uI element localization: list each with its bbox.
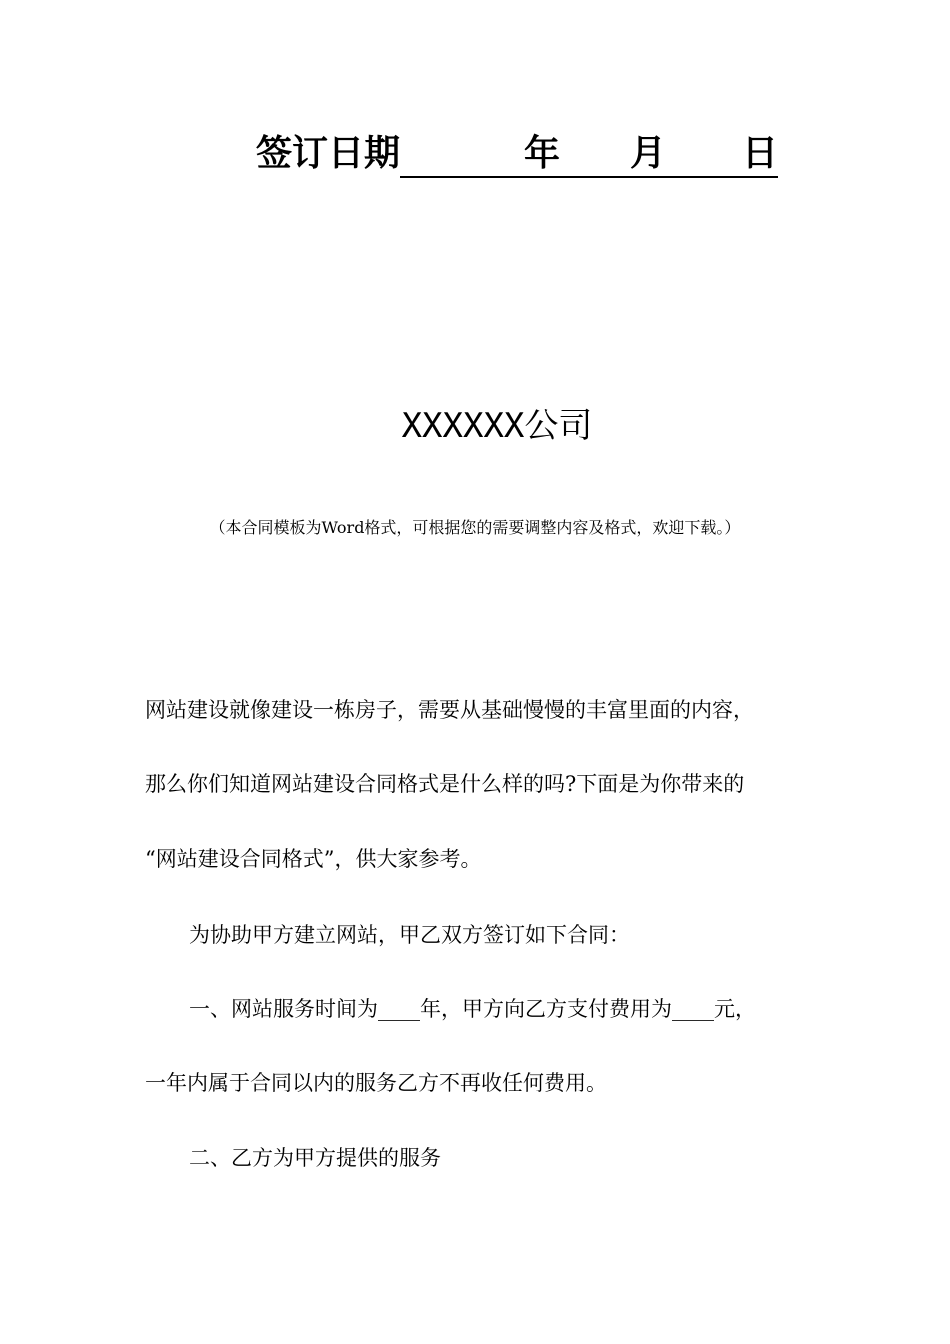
- body-paragraph-line-4: 为协助甲方建立网站，甲乙双方签订如下合同：: [189, 923, 630, 947]
- clause-1-line-1: 一、网站服务时间为____年，甲方向乙方支付费用为____元，: [189, 997, 756, 1021]
- company-name-placeholder: XXXXXX: [401, 406, 525, 446]
- signing-date-line: [256, 130, 778, 178]
- body-paragraph-line-1: 网站建设就像建设一栋房子，需要从基础慢慢的丰富里面的内容，: [145, 698, 754, 722]
- clause-2-heading: 二、乙方为甲方提供的服务: [189, 1146, 441, 1170]
- company-name-suffix: 公司: [524, 406, 593, 446]
- template-note: （本合同模板为Word格式，可根据您的需要调整内容及格式，欢迎下载。）: [209, 518, 741, 537]
- signing-date-blanks: [400, 134, 778, 178]
- company-name: [0, 404, 950, 448]
- year-label: 年: [524, 133, 561, 174]
- body-paragraph-line-3: “网站建设合同格式”，供大家参考。: [145, 847, 482, 871]
- body-paragraph-line-2: 那么你们知道网站建设合同格式是什么样的吗?下面是为你带来的: [145, 772, 745, 796]
- signing-date-label: 签订日期: [256, 133, 401, 174]
- month-label: 月: [630, 133, 667, 174]
- day-label: 日: [742, 133, 779, 174]
- clause-1-line-2: 一年内属于合同以内的服务乙方不再收任何费用。: [145, 1071, 607, 1095]
